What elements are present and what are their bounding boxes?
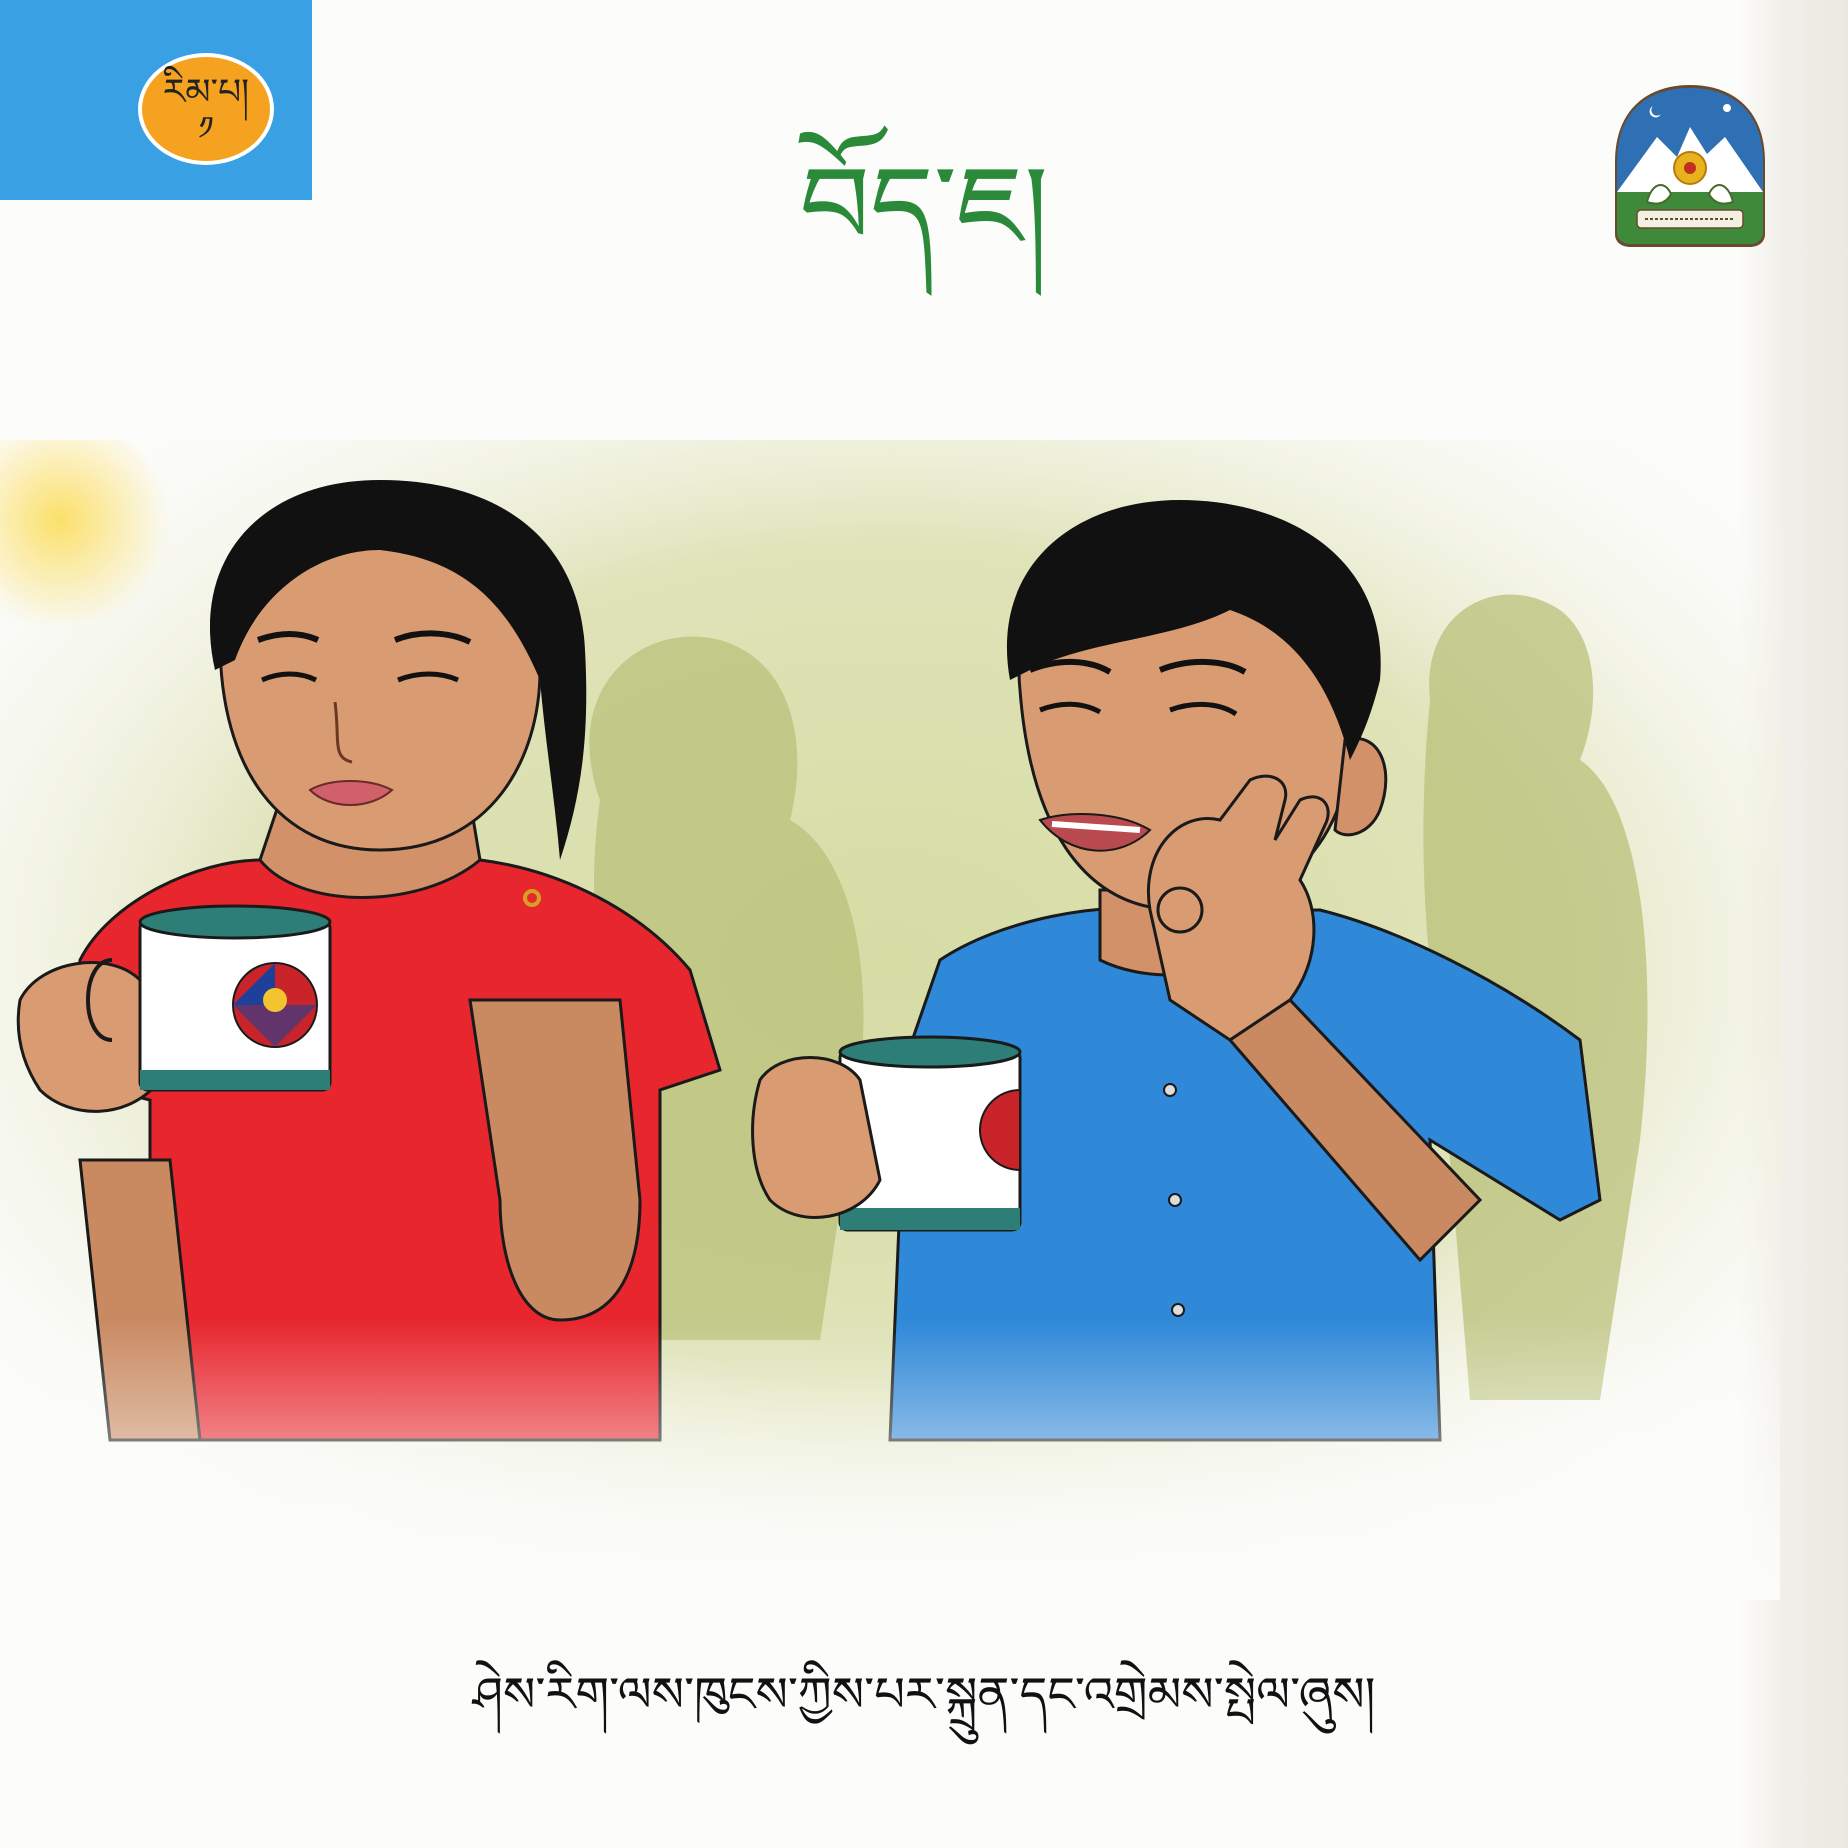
shirt-button <box>1169 1194 1181 1206</box>
shirt-button <box>1172 1304 1184 1316</box>
level-number: ༡ <box>198 108 214 147</box>
bottom-fade <box>0 1320 1780 1600</box>
boy-hand <box>753 1058 880 1218</box>
level-label: རིམ་པ། <box>162 72 250 114</box>
emblem-icon <box>1607 82 1773 248</box>
illustration-girl-and-boy-drinking-tea <box>0 440 1780 1600</box>
shirt-button <box>1164 1084 1176 1096</box>
publisher-caption: ཤེས་རིག་ལས་ཁུངས་ཀྱིས་པར་སྐྲུན་དང་འགྲེམས་སྤེལ་ཞུས། <box>472 1667 1376 1723</box>
page-title: བོད་ཇ། <box>799 142 1049 270</box>
